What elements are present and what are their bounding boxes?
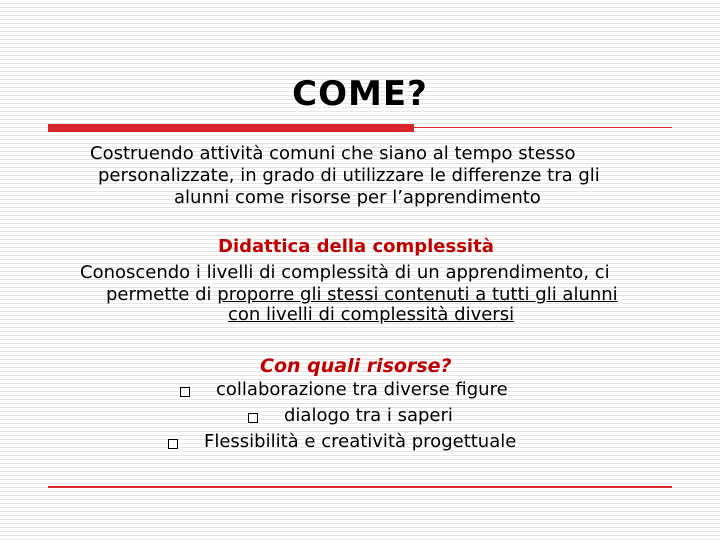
square-bullet-icon [180, 387, 190, 397]
intro-line-2: personalizzate, in grado di utilizzare le differenze tra gli [98, 165, 600, 186]
complexity-line-1: Conoscendo i livelli di complessità di un apprendimento, ci [80, 262, 610, 283]
resource-item-3: Flessibilità e creatività progettuale [204, 431, 517, 452]
intro-line-3: alunni come risorse per l’apprendimento [174, 187, 541, 208]
resources-heading: Con quali risorse? [260, 355, 452, 377]
resource-item-1: collaborazione tra diverse figure [216, 379, 508, 400]
footer-rule [48, 486, 672, 488]
title-accent-bar [48, 124, 414, 132]
complexity-line-3: con livelli di complessità diversi [228, 304, 515, 325]
title-accent-line [414, 127, 672, 128]
slide-title: COME? [292, 74, 428, 114]
intro-line-1: Costruendo attività comuni che siano al tempo stesso [90, 143, 576, 164]
complexity-line-2 [106, 284, 618, 305]
complexity-heading: Didattica della complessità [218, 236, 494, 257]
square-bullet-icon [248, 413, 258, 423]
complexity-line-2-prefix: permette di [106, 284, 218, 305]
resource-item-2: dialogo tra i saperi [284, 405, 453, 426]
complexity-line-2-underlined: proporre gli stessi contenuti a tutti gli alunni [217, 284, 618, 305]
square-bullet-icon [168, 439, 178, 449]
